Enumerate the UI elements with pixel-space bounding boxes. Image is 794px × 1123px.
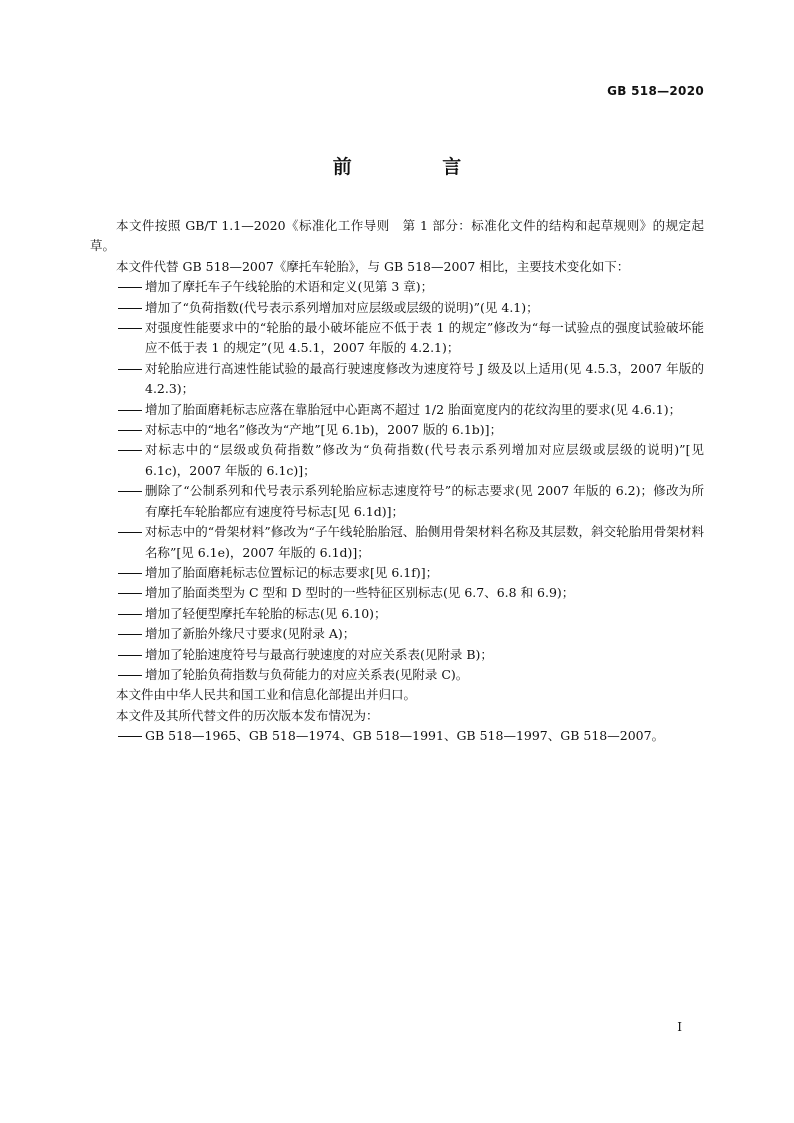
dash-marker: [118, 410, 142, 411]
dash-marker: [118, 614, 142, 615]
dash-marker: [118, 328, 142, 329]
foreword-body: [90, 216, 704, 747]
list-item-text: 增加了“负荷指数(代号表示系列增加对应层级或层级的说明)”(见 4.1)；: [145, 299, 539, 315]
closing-paragraph: 本文件及其所代替文件的历次版本发布情况为：: [116, 707, 379, 723]
list-item-text: 对强度性能要求中的“轮胎的最小破坏能应不低于表 1 的规定”修改为“每一试验点的强度试验破坏能应不低于表 1 的规定”(见 4.5.1，2007 年版的 4.2.1)；: [145, 320, 704, 356]
dash-marker: [118, 532, 142, 533]
list-item-text: 增加了轮胎速度符号与最高行驶速度的对应关系表(见附录 B)；: [145, 646, 493, 662]
list-item-text: 对轮胎应进行高速性能试验的最高行驶速度修改为速度符号 J 级及以上适用(见 4.5.3，2007 年版的 4.2.3)；: [145, 360, 704, 397]
list-item-text: 删除了“公制系列和代号表示系列轮胎应标志速度符号”的标志要求(见 2007 年版的 6.2)；修改为所有摩托车轮胎都应有速度符号标志[见 6.1d)]；: [145, 483, 704, 519]
list-item-text: 增加了摩托车子午线轮胎的术语和定义(见第 3 章)；: [145, 279, 434, 295]
list-item: [90, 440, 704, 481]
list-item: [90, 604, 704, 624]
dash-marker: [118, 308, 142, 309]
page-number: I: [677, 1020, 682, 1034]
list-item-text: 增加了胎面类型为 C 型和 D 型时的一些特征区别标志(见 6.7、6.8 和 6.9)；: [145, 585, 575, 601]
dash-marker: [118, 573, 142, 574]
list-item: [90, 645, 704, 665]
dash-marker: [118, 287, 142, 288]
intro-paragraph: 本文件代替 GB 518—2007《摩托车轮胎》，与 GB 518—2007 相比，主要技术变化如下：: [116, 258, 630, 274]
list-item: [90, 359, 704, 400]
dash-marker: [118, 736, 142, 737]
change-list: [90, 277, 704, 685]
list-item-text: 对标志中的“层级或负荷指数”修改为“负荷指数(代号表示系列增加对应层级或层级的说明)”[见 6.1c)，2007 年版的 6.1c)]；: [145, 442, 704, 478]
list-item: [90, 481, 704, 522]
list-item-text: 对标志中的“骨架材料”修改为“子午线轮胎胎冠、胎侧用骨架材料名称及其层数，斜交轮胎用骨架材料名称”[见 6.1e)，2007 年版的 6.1d)]；: [145, 524, 704, 560]
intro-paragraph: 本文件按照 GB/T 1.1—2020《标准化工作导则 第 1 部分：标准化文件的结构和起草规则》的规定起草。: [90, 218, 704, 254]
history-item: [90, 726, 704, 746]
list-item-text: 增加了轮胎负荷指数与负荷能力的对应关系表(见附录 C)。: [145, 666, 469, 682]
list-item: [90, 420, 704, 440]
list-item: [90, 400, 704, 420]
list-item: [90, 563, 704, 583]
list-item-text: 增加了胎面磨耗标志位置标记的标志要求[见 6.1f)]；: [145, 564, 439, 580]
list-item: [90, 277, 704, 297]
list-item: [90, 298, 704, 318]
dash-marker: [118, 634, 142, 635]
dash-marker: [118, 369, 142, 370]
dash-marker: [118, 450, 142, 451]
page-title: 前 言: [332, 156, 504, 178]
list-item-text: 增加了轻便型摩托车轮胎的标志(见 6.10)；: [145, 605, 387, 621]
history-text: GB 518—1965、GB 518—1974、GB 518—1991、GB 518—1997、GB 518—2007。: [145, 728, 665, 744]
list-item-text: 对标志中的“地名”修改为“产地”[见 6.1b)，2007 版的 6.1b)]；: [145, 422, 503, 438]
dash-marker: [118, 675, 142, 676]
dash-marker: [118, 593, 142, 594]
list-item: [90, 318, 704, 359]
dash-marker: [118, 491, 142, 492]
list-item: [90, 624, 704, 644]
list-item-text: 增加了新胎外缘尺寸要求(见附录 A)；: [145, 626, 356, 642]
list-item: [90, 583, 704, 603]
list-item: [90, 665, 704, 685]
list-item-text: 增加了胎面磨耗标志应落在靠胎冠中心距离不超过 1/2 胎面宽度内的花纹沟里的要求(见 4.6.1)；: [145, 401, 682, 417]
document-code: GB 518—2020: [607, 84, 704, 98]
dash-marker: [118, 655, 142, 656]
dash-marker: [118, 430, 142, 431]
list-item: [90, 522, 704, 563]
closing-paragraph: 本文件由中华人民共和国工业和信息化部提出并归口。: [116, 687, 417, 703]
